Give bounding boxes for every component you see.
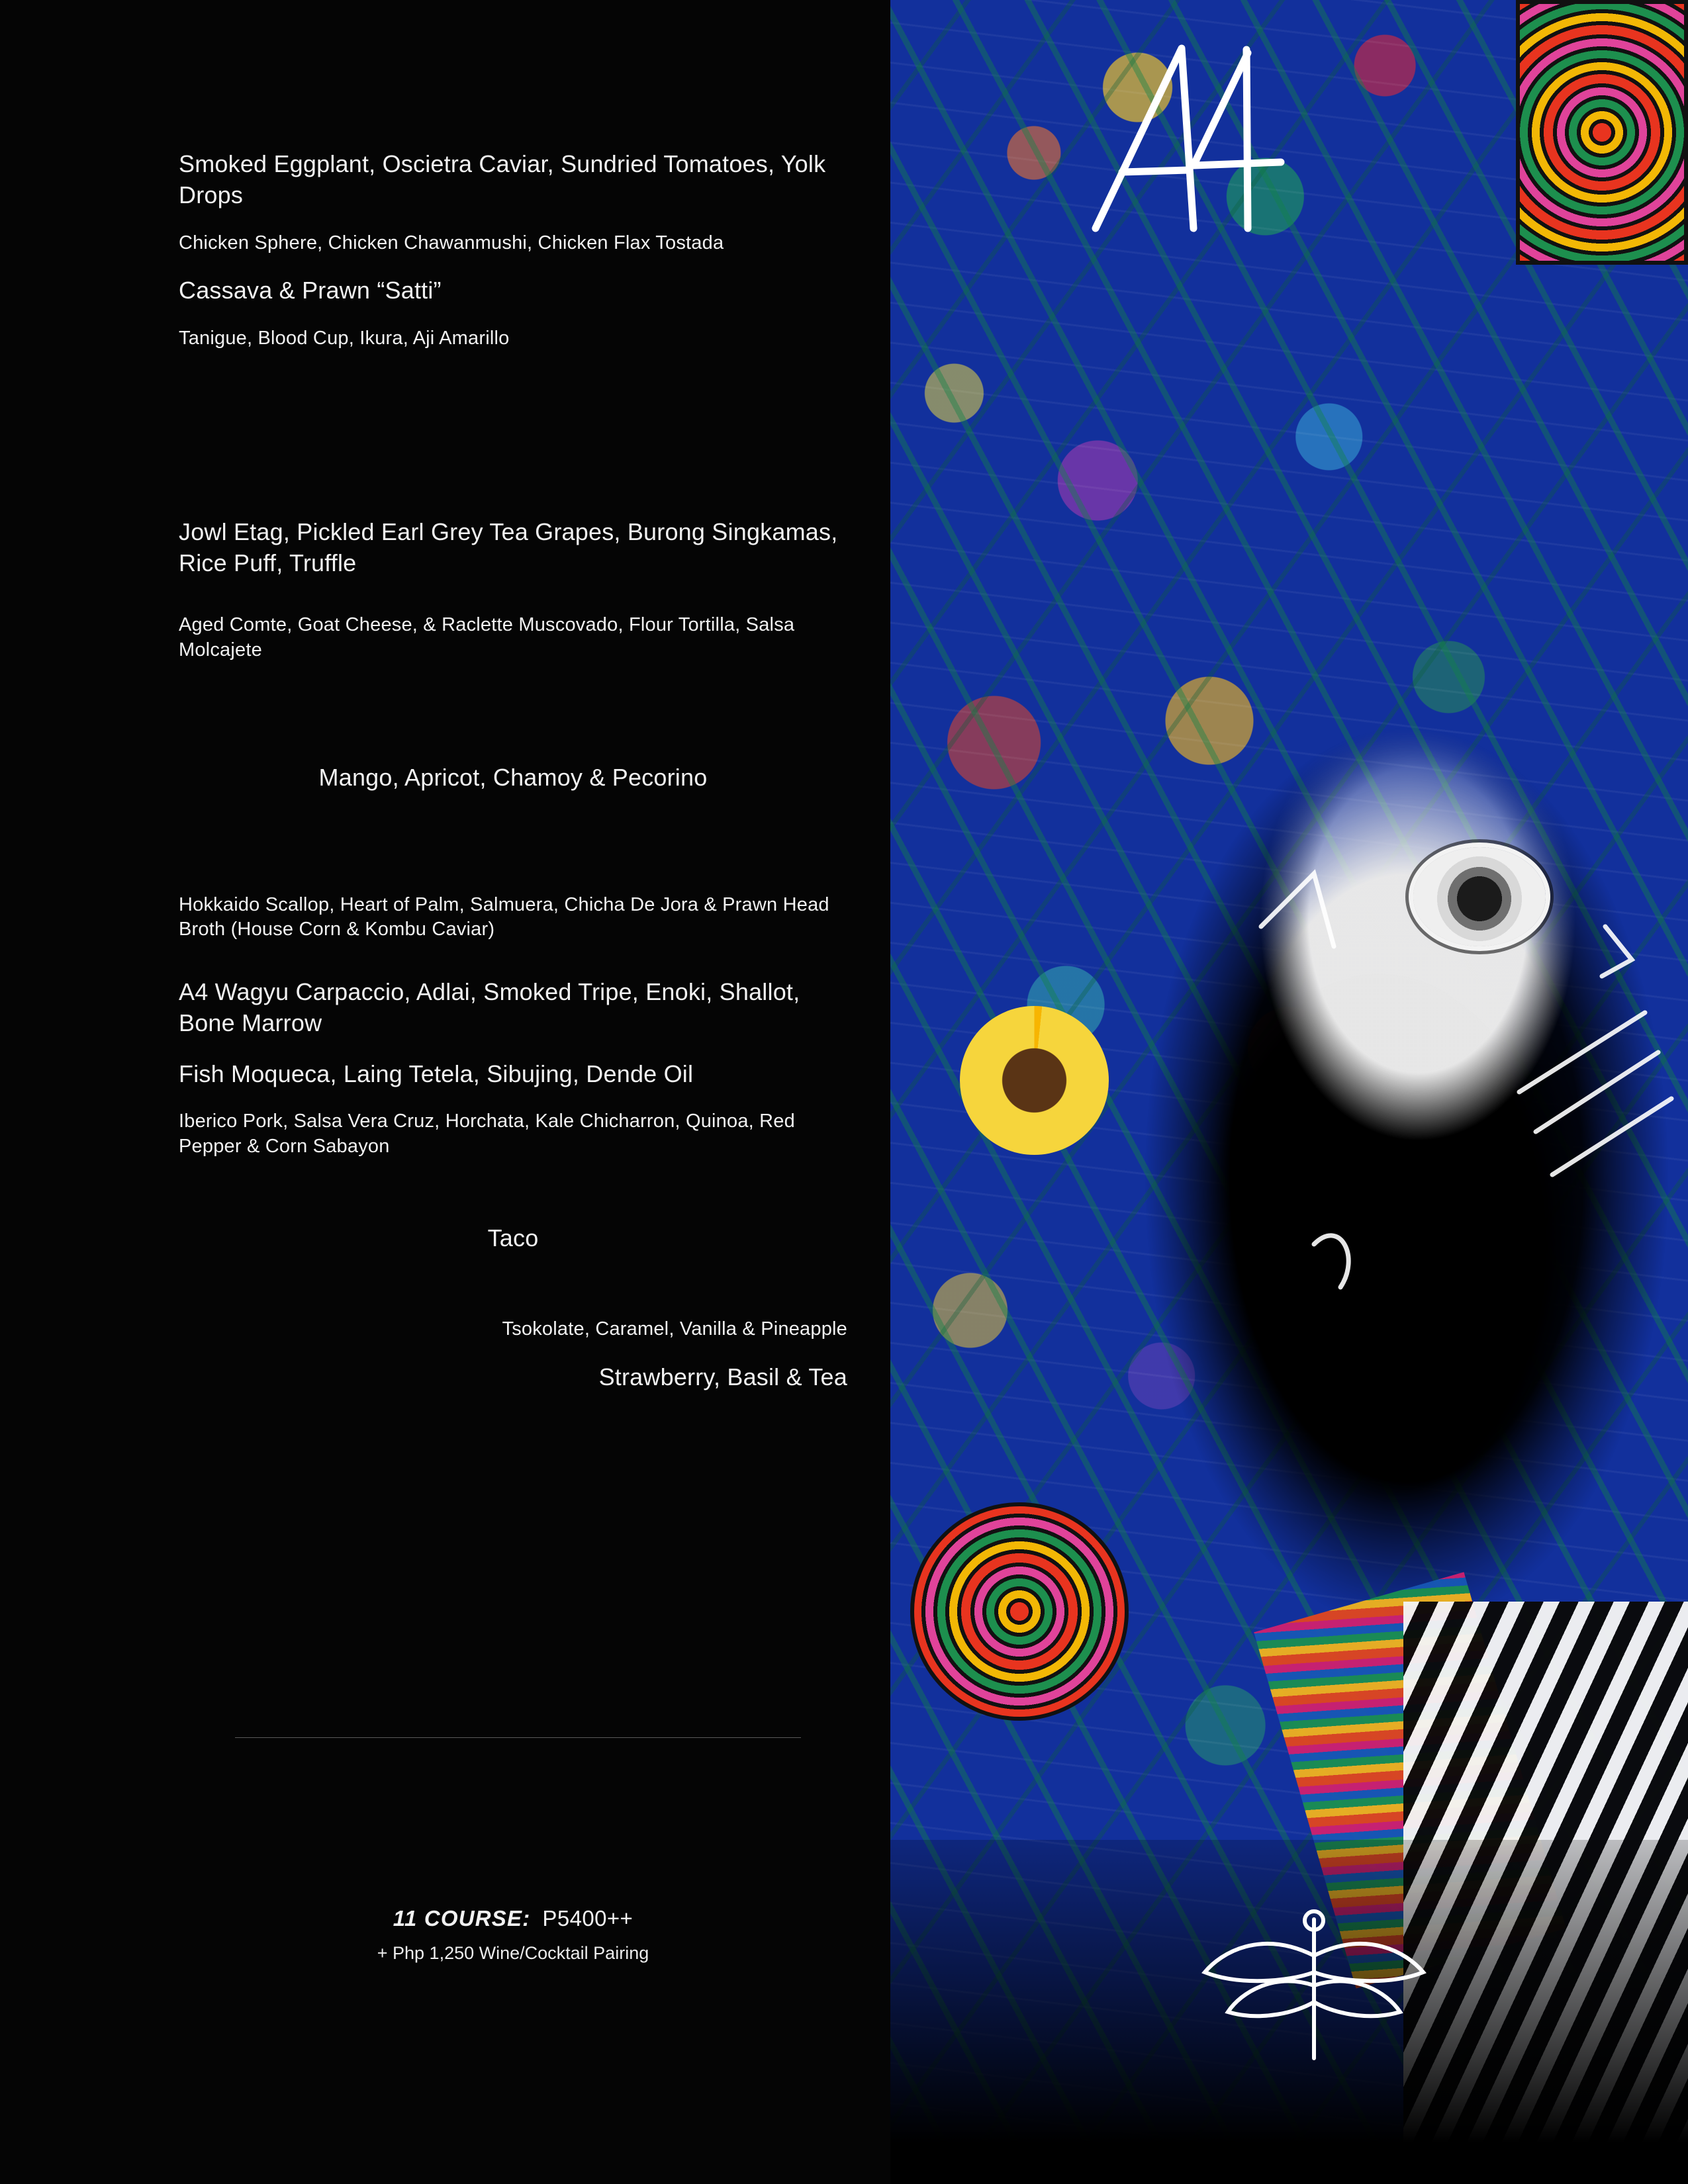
menu-item-aged-comte: Aged Comte, Goat Cheese, & Raclette Muscovado, Flour Tortilla, Salsa Molcajete [179, 614, 795, 661]
menu-item-iberico: Iberico Pork, Salsa Vera Cruz, Horchata, Kale Chicharron, Quinoa, Red Pepper & Corn Sabayon [179, 1111, 795, 1157]
menu-item-amuse: Smoked Eggplant, Oscietra Caviar, Sundried Tomatoes, Yolk Drops [179, 150, 826, 208]
spacer [179, 1342, 847, 1362]
menu-item-mango: Mango, Apricot, Chamoy & Pecorino [318, 763, 708, 791]
menu-list [179, 149, 847, 1393]
artwork-panel [890, 0, 1688, 2184]
spacer [179, 794, 847, 893]
menu-item-moqueca: Fish Moqueca, Laing Tetela, Sibujing, Dende Oil [179, 1060, 694, 1087]
price-footer [179, 1906, 847, 1964]
menu-item-chicken: Chicken Sphere, Chicken Chawanmushi, Chicken Flax Tostada [179, 232, 724, 253]
portrait-photo [1125, 702, 1688, 1694]
spacer [179, 663, 847, 762]
section-divider [235, 1737, 801, 1738]
menu-item-cassava: Cassava & Prawn “Satti” [179, 277, 442, 304]
mola-textile-top-right [1516, 0, 1688, 265]
spacer [179, 578, 847, 613]
bottom-shadow [890, 1840, 1688, 2184]
spacer [179, 306, 847, 326]
sunflower-image [960, 1006, 1109, 1155]
menu-item-taco: Taco [487, 1224, 539, 1251]
spacer [179, 942, 847, 977]
spacer [179, 1253, 847, 1317]
course-count-label: 11 COURSE: [393, 1906, 531, 1931]
menu-item-scallop: Hokkaido Scallop, Heart of Palm, Salmuera, Chicha De Jora & Prawn Head Broth (House Corn & Kombu Caviar) [179, 893, 829, 940]
menu-item-tsokolate: Tsokolate, Caramel, Vanilla & Pineapple [502, 1318, 847, 1340]
spacer [179, 255, 847, 275]
course-price: P5400++ [542, 1906, 633, 1931]
spacer [179, 1039, 847, 1059]
course-price-row [179, 1906, 847, 1931]
menu-item-tanigue: Tanigue, Blood Cup, Ikura, Aji Amarillo [179, 328, 510, 349]
menu-item-wagyu: A4 Wagyu Carpaccio, Adlai, Smoked Tripe, Enoki, Shallot, Bone Marrow [179, 978, 800, 1036]
spacer [179, 351, 847, 517]
menu-item-strawberry: Strawberry, Basil & Tea [598, 1363, 847, 1391]
spacer [179, 211, 847, 231]
spacer [179, 1089, 847, 1109]
eye-detail [1413, 847, 1546, 946]
menu-item-jowl-etag: Jowl Etag, Pickled Earl Grey Tea Grapes, Burong Singkamas, Rice Puff, Truffle [179, 518, 838, 576]
mola-textile-bottom-left [910, 1502, 1129, 1721]
pairing-note: + Php 1,250 Wine/Cocktail Pairing [377, 1943, 649, 1963]
spacer [179, 1160, 847, 1223]
